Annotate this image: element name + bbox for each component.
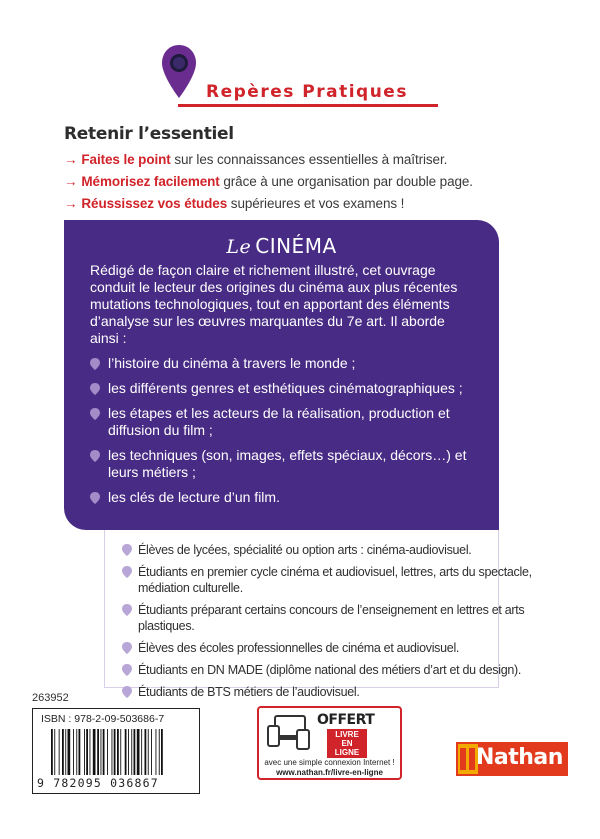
audience-list (122, 542, 552, 706)
map-pin-icon (160, 44, 198, 100)
list-item (90, 355, 477, 372)
essential-text: grâce à une organisation par double page. (219, 174, 473, 189)
topic-text: les étapes et les acteurs de la réalisation, production et diffusion du film ; (108, 405, 450, 438)
devices-icon (267, 714, 311, 750)
reference-code: 263952 (32, 692, 69, 704)
book-title-main: CINÉMA (255, 234, 337, 258)
essential-item (64, 196, 544, 211)
book-description-box (64, 220, 499, 530)
essential-list (64, 152, 544, 218)
essential-highlight: Faites le point (81, 152, 171, 167)
list-item (122, 662, 552, 678)
essential-item (64, 152, 544, 167)
audience-text: Étudiants préparant certains concours de l’enseignement en lettres et arts plastiques. (138, 603, 525, 633)
pin-bullet-icon (90, 358, 100, 370)
book-intro: Rédigé de façon claire et richement illustré, cet ouvrage conduit le lecteur des origines du cinéma aux plus récentes mutations technologiques, tout en apportant des éléments d’analyse sur les œuvres marquantes du 7e art. Il aborde ainsi : (90, 262, 458, 346)
book-title-prefix: Le (226, 236, 252, 258)
topic-text: les techniques (son, images, effets spéciaux, décors…) et leurs métiers ; (108, 447, 467, 480)
list-item (122, 684, 552, 700)
pin-bullet-icon (122, 664, 132, 676)
offer-note-text: avec une simple connexion Internet ! (264, 758, 395, 767)
pin-bullet-icon (90, 492, 100, 504)
series-underline (178, 104, 438, 107)
barcode-number: 9 782095 036867 (37, 776, 159, 790)
isbn: ISBN : 978-2-09-503686-7 (41, 713, 165, 725)
barcode-icon (49, 729, 194, 779)
offer-label: OFFERT (317, 712, 375, 728)
essential-heading: Retenir l’essentiel (64, 124, 234, 144)
pin-bullet-icon (122, 642, 132, 654)
list-item (90, 447, 477, 481)
pin-bullet-icon (122, 566, 132, 578)
offer-note (261, 758, 398, 778)
pin-bullet-icon (122, 686, 132, 698)
topic-text: les clés de lecture d’un film. (108, 489, 280, 505)
audience-text: Étudiants en premier cycle cinéma et audiovisuel, lettres, arts du spectacle, médiation culturelle. (138, 565, 532, 595)
topic-text: l’histoire du cinéma à travers le monde ; (108, 355, 356, 371)
essential-highlight: Mémorisez facilement (81, 174, 220, 189)
arrow-icon: → (64, 174, 78, 189)
publisher-logo (456, 742, 568, 776)
list-item (90, 405, 477, 439)
topic-list (90, 355, 477, 506)
pin-bullet-icon (90, 450, 100, 462)
audience-text: Élèves de lycées, spécialité ou option arts : cinéma-audiovisuel. (138, 543, 472, 557)
list-item (122, 564, 552, 596)
publisher-name: Nathan (476, 745, 563, 770)
arrow-icon: → (64, 196, 78, 211)
list-item (90, 489, 477, 506)
essential-highlight: Réussissez vos études (81, 196, 228, 211)
online-book-offer (257, 706, 402, 780)
offer-badge: LIVRE EN LIGNE (327, 729, 367, 758)
pin-bullet-icon (122, 604, 132, 616)
audience-text: Élèves des écoles professionnelles de cinéma et audiovisuel. (138, 641, 460, 655)
pin-bullet-icon (122, 544, 132, 556)
barcode-box (32, 708, 200, 794)
audience-text: Étudiants de BTS métiers de l’audiovisuel. (138, 685, 360, 699)
essential-item (64, 174, 544, 189)
offer-url: www.nathan.fr/livre-en-ligne (276, 768, 383, 777)
audience-text: Étudiants en DN MADE (diplôme national des métiers d’art et du design). (138, 663, 522, 677)
series-title: Repères Pratiques (206, 82, 408, 102)
list-item (122, 640, 552, 656)
arrow-icon: → (64, 152, 78, 167)
list-item (122, 602, 552, 634)
list-item (122, 542, 552, 558)
list-item (90, 380, 477, 397)
pin-bullet-icon (90, 408, 100, 420)
book-title (64, 234, 499, 259)
essential-text: sur les connaissances essentielles à maîtriser. (170, 152, 448, 167)
pin-bullet-icon (90, 383, 100, 395)
topic-text: les différents genres et esthétiques cinématographiques ; (108, 380, 463, 396)
essential-text: supérieures et vos examens ! (227, 196, 405, 211)
publisher-mark-icon (458, 744, 478, 774)
